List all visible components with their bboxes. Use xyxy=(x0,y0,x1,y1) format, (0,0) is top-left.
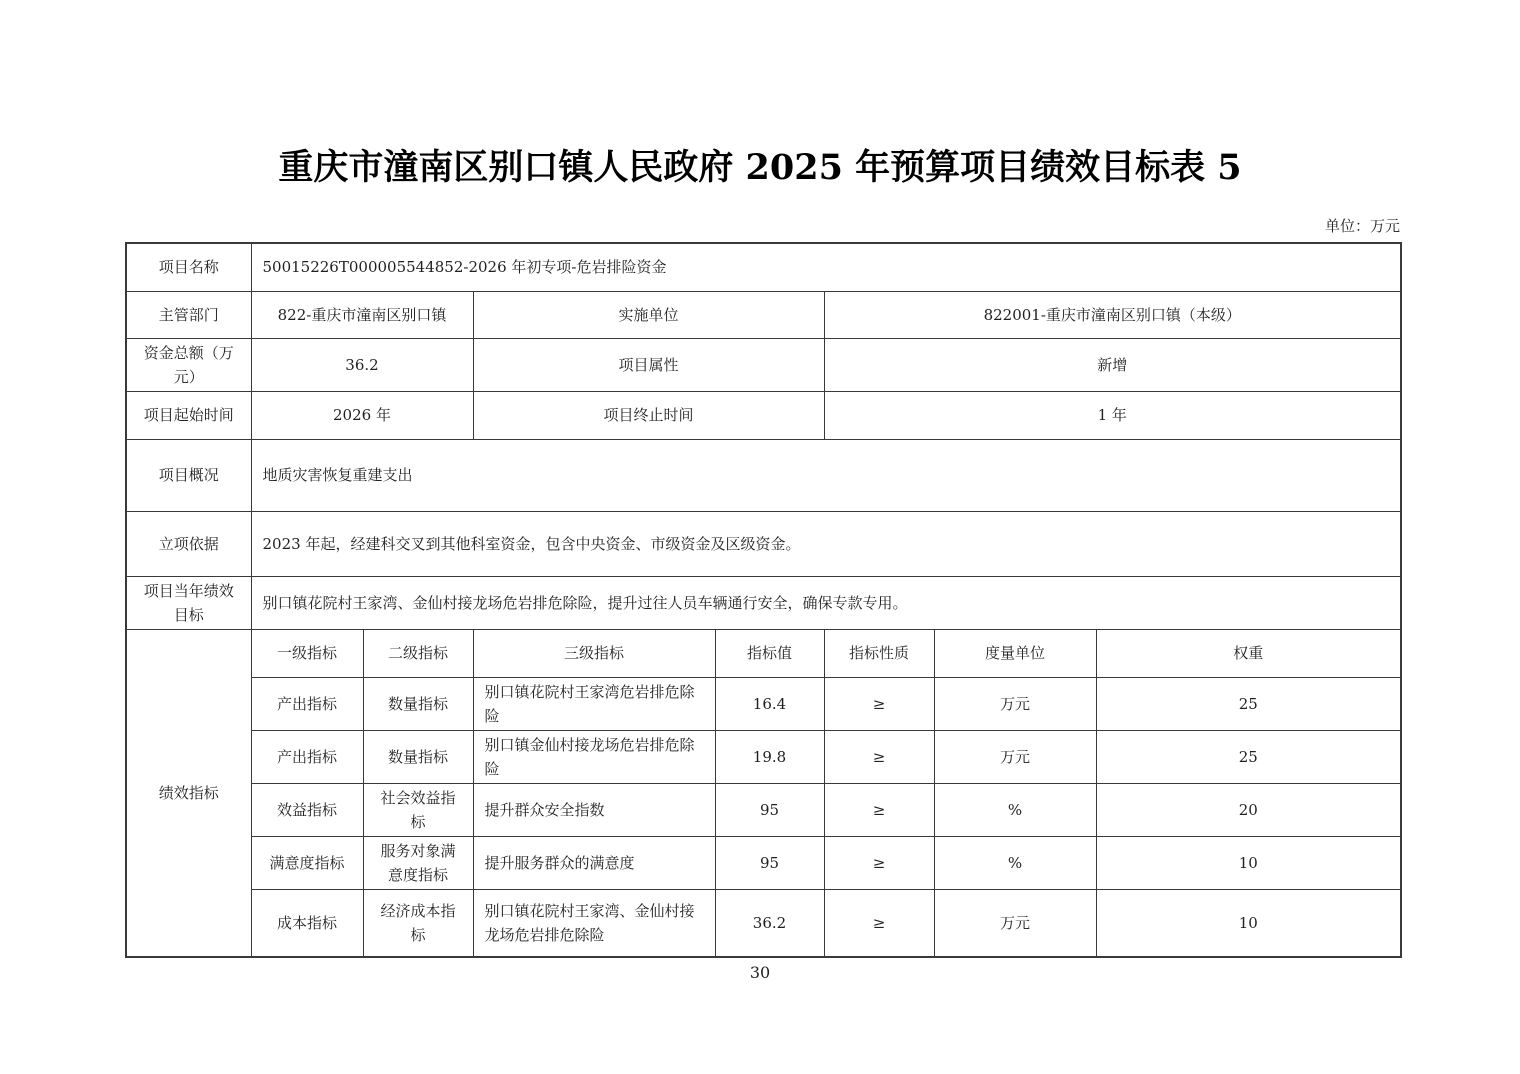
indicator-level2: 服务对象满意度指标 xyxy=(363,836,473,889)
indicator-header-row xyxy=(126,629,1401,677)
indicator-weight: 10 xyxy=(1096,889,1401,957)
indicator-row xyxy=(126,836,1401,889)
indicator-value: 16.4 xyxy=(715,677,824,730)
indicator-row xyxy=(126,783,1401,836)
table-row xyxy=(126,576,1401,629)
indicator-level1: 产出指标 xyxy=(251,730,363,783)
indicator-level1: 效益指标 xyxy=(251,783,363,836)
indicator-level2: 社会效益指标 xyxy=(363,783,473,836)
total-fund-label: 资金总额（万元） xyxy=(126,338,251,391)
header-unit: 度量单位 xyxy=(934,629,1096,677)
header-value: 指标值 xyxy=(715,629,824,677)
impl-unit-label: 实施单位 xyxy=(473,291,824,338)
indicator-weight: 25 xyxy=(1096,730,1401,783)
indicator-level3: 别口镇花院村王家湾、金仙村接龙场危岩排危除险 xyxy=(473,889,715,957)
indicator-unit: % xyxy=(934,836,1096,889)
indicator-row xyxy=(126,677,1401,730)
indicator-value: 19.8 xyxy=(715,730,824,783)
table-row xyxy=(126,338,1401,391)
header-level2: 二级指标 xyxy=(363,629,473,677)
total-fund-value: 36.2 xyxy=(251,338,473,391)
start-time-label: 项目起始时间 xyxy=(126,391,251,439)
annual-goal-value: 别口镇花院村王家湾、金仙村接龙场危岩排危除险，提升过往人员车辆通行安全，确保专款专用。 xyxy=(251,576,1401,629)
indicator-level3: 提升服务群众的满意度 xyxy=(473,836,715,889)
indicator-row xyxy=(126,889,1401,957)
indicator-row xyxy=(126,730,1401,783)
unit-note: 单位：万元 xyxy=(1324,217,1400,235)
impl-unit-value: 822001-重庆市潼南区别口镇（本级） xyxy=(824,291,1401,338)
overview-value: 地质灾害恢复重建支出 xyxy=(251,439,1401,511)
overview-label: 项目概况 xyxy=(126,439,251,511)
end-time-value: 1 年 xyxy=(824,391,1401,439)
indicator-weight: 10 xyxy=(1096,836,1401,889)
table-row xyxy=(126,511,1401,576)
end-time-label: 项目终止时间 xyxy=(473,391,824,439)
indicator-value: 95 xyxy=(715,836,824,889)
indicator-nature: ≥ xyxy=(824,730,934,783)
indicator-level2: 经济成本指标 xyxy=(363,889,473,957)
page-number: 30 xyxy=(749,963,771,982)
dept-value: 822-重庆市潼南区别口镇 xyxy=(251,291,473,338)
indicator-weight: 20 xyxy=(1096,783,1401,836)
indicator-unit: % xyxy=(934,783,1096,836)
indicator-unit: 万元 xyxy=(934,677,1096,730)
indicator-level2: 数量指标 xyxy=(363,730,473,783)
annual-goal-label: 项目当年绩效目标 xyxy=(126,576,251,629)
table-row xyxy=(126,291,1401,338)
indicator-value: 95 xyxy=(715,783,824,836)
project-name-value: 50015226T000005544852-2026 年初专项-危岩排险资金 xyxy=(251,243,1401,291)
indicator-level1: 产出指标 xyxy=(251,677,363,730)
project-name-label: 项目名称 xyxy=(126,243,251,291)
indicator-nature: ≥ xyxy=(824,783,934,836)
header-level3: 三级指标 xyxy=(473,629,715,677)
indicator-nature: ≥ xyxy=(824,836,934,889)
basis-label: 立项依据 xyxy=(126,511,251,576)
indicator-level3: 别口镇金仙村接龙场危岩排危除险 xyxy=(473,730,715,783)
table-row xyxy=(126,439,1401,511)
indicator-level3: 别口镇花院村王家湾危岩排危除险 xyxy=(473,677,715,730)
indicator-level3: 提升群众安全指数 xyxy=(473,783,715,836)
indicator-unit: 万元 xyxy=(934,889,1096,957)
budget-performance-table xyxy=(125,242,1402,958)
basis-value: 2023 年起，经建科交叉到其他科室资金，包含中央资金、市级资金及区级资金。 xyxy=(251,511,1401,576)
attribute-label: 项目属性 xyxy=(473,338,824,391)
indicator-section-label: 绩效指标 xyxy=(126,629,251,957)
indicator-unit: 万元 xyxy=(934,730,1096,783)
indicator-nature: ≥ xyxy=(824,889,934,957)
indicator-value: 36.2 xyxy=(715,889,824,957)
indicator-nature: ≥ xyxy=(824,677,934,730)
table-row xyxy=(126,391,1401,439)
header-nature: 指标性质 xyxy=(824,629,934,677)
indicator-level1: 满意度指标 xyxy=(251,836,363,889)
indicator-weight: 25 xyxy=(1096,677,1401,730)
attribute-value: 新增 xyxy=(824,338,1401,391)
start-time-value: 2026 年 xyxy=(251,391,473,439)
header-level1: 一级指标 xyxy=(251,629,363,677)
indicator-level1: 成本指标 xyxy=(251,889,363,957)
page-title: 重庆市潼南区别口镇人民政府 2025 年预算项目绩效目标表 5 xyxy=(278,147,1242,188)
header-weight: 权重 xyxy=(1096,629,1401,677)
dept-label: 主管部门 xyxy=(126,291,251,338)
table-row xyxy=(126,243,1401,291)
indicator-level2: 数量指标 xyxy=(363,677,473,730)
